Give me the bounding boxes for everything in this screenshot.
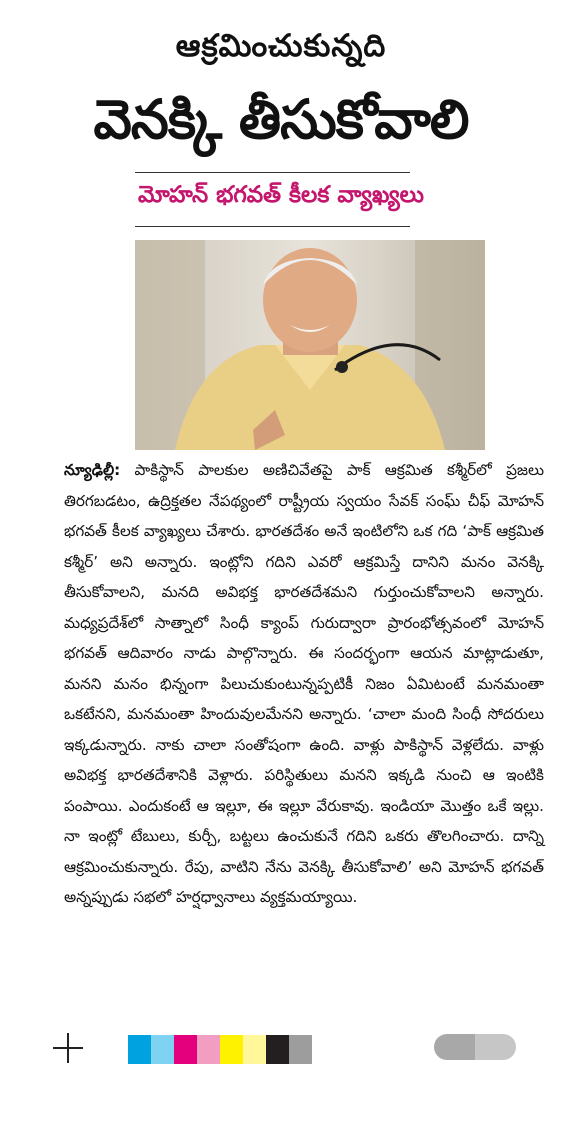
color-swatch (243, 1035, 266, 1064)
color-swatch (174, 1035, 197, 1064)
article-body (64, 455, 544, 913)
color-swatch (289, 1035, 312, 1064)
speaker-photo (135, 240, 485, 450)
rule-bottom (135, 226, 410, 227)
kicker: ఆక్రమించుకున్నది (175, 28, 387, 64)
color-swatch (128, 1035, 151, 1064)
gray-pill (434, 1034, 516, 1060)
headline: వెనక్కి తీసుకోవాలి (93, 88, 469, 151)
registration-mark-icon (53, 1033, 83, 1063)
color-swatch (197, 1035, 220, 1064)
rule-top (135, 172, 410, 173)
color-swatch (266, 1035, 289, 1064)
pill-segment (434, 1034, 475, 1060)
color-swatch (151, 1035, 174, 1064)
color-bar (128, 1035, 312, 1064)
pill-segment (475, 1034, 516, 1060)
body-text: పాకిస్థాన్ పాలకుల అణిచివేతపై పాక్ ఆక్రమిత కశ్మీర్‌లో ప్రజలు తిరగబడటం, ఉద్రిక్తతల నేపథ్యంలో రాష్ట్రీయ స్వయం సేవక్ సంఘ్ చీఫ్ మోహన్ భగవత్ కీలక వ్యాఖ్యలు చేశారు. భారతదేశం అనే ఇంటిలోని ఒక గది ‘పాక్ ఆక్రమిత కశ్మీర్’ అని అన్నారు. ఇంట్లోని గదిని ఎవరో ఆక్రమిస్తే దానిని మనం వెనక్కి తీసుకోవాలని, మనది అవిభక్త భారతదేశమని గుర్తుంచుకోవాలని అన్నారు. మధ్యప్రదేశ్‌లో సాత్నాలో సింధీ క్యాంప్ గురుద్వారా ప్రారంభోత్సవంలో మోహన్ భగవత్ ఆదివారం నాడు పాల్గొన్నారు. ఈ సందర్భంగా ఆయన మాట్లాడుతూ, మనని మనం భిన్నంగా పిలుచుకుంటున్నప్పటికీ నిజం ఏమిటంటే మనమంతా ఒకటేనని, మనమంతా హిందువులమేనని అన్నారు. ‘చాలా మంది సింధీ సోదరులు ఇక్కడున్నారు. నాకు చాలా సంతోషంగా ఉంది. వాళ్లు పాకిస్థాన్ వెళ్లలేదు. వాళ్లు అవిభక్త భారతదేశానికి వెళ్లారు. పరిస్థితులు మనని ఇక్కడి నుంచి ఆ ఇంటికి పంపాయి. ఎందుకంటే ఆ ఇల్లూ, ఈ ఇల్లూ వేరుకావు. ఇండియా మొత్తం ఒకే ఇల్లు. నా ఇంట్లో టేబులు, కుర్చీ, బట్టలు ఉంచుకునే గదిని ఒకరు తొలగించారు. దాన్ని ఆక్రమించుకున్నారు. రేపు, వాటిని నేను వెనక్కి తీసుకోవాలి’ అని మోహన్ భగవత్ అన్నప్పుడు సభలో హర్షధ్వానాలు వ్యక్తమయ్యాయి. (64, 461, 544, 906)
dateline: న్యూఢిల్లీ: (64, 461, 121, 479)
photo (135, 240, 485, 450)
subhead: మోహన్ భగవత్ కీలక వ్యాఖ్యలు (138, 182, 424, 208)
color-swatch (220, 1035, 243, 1064)
